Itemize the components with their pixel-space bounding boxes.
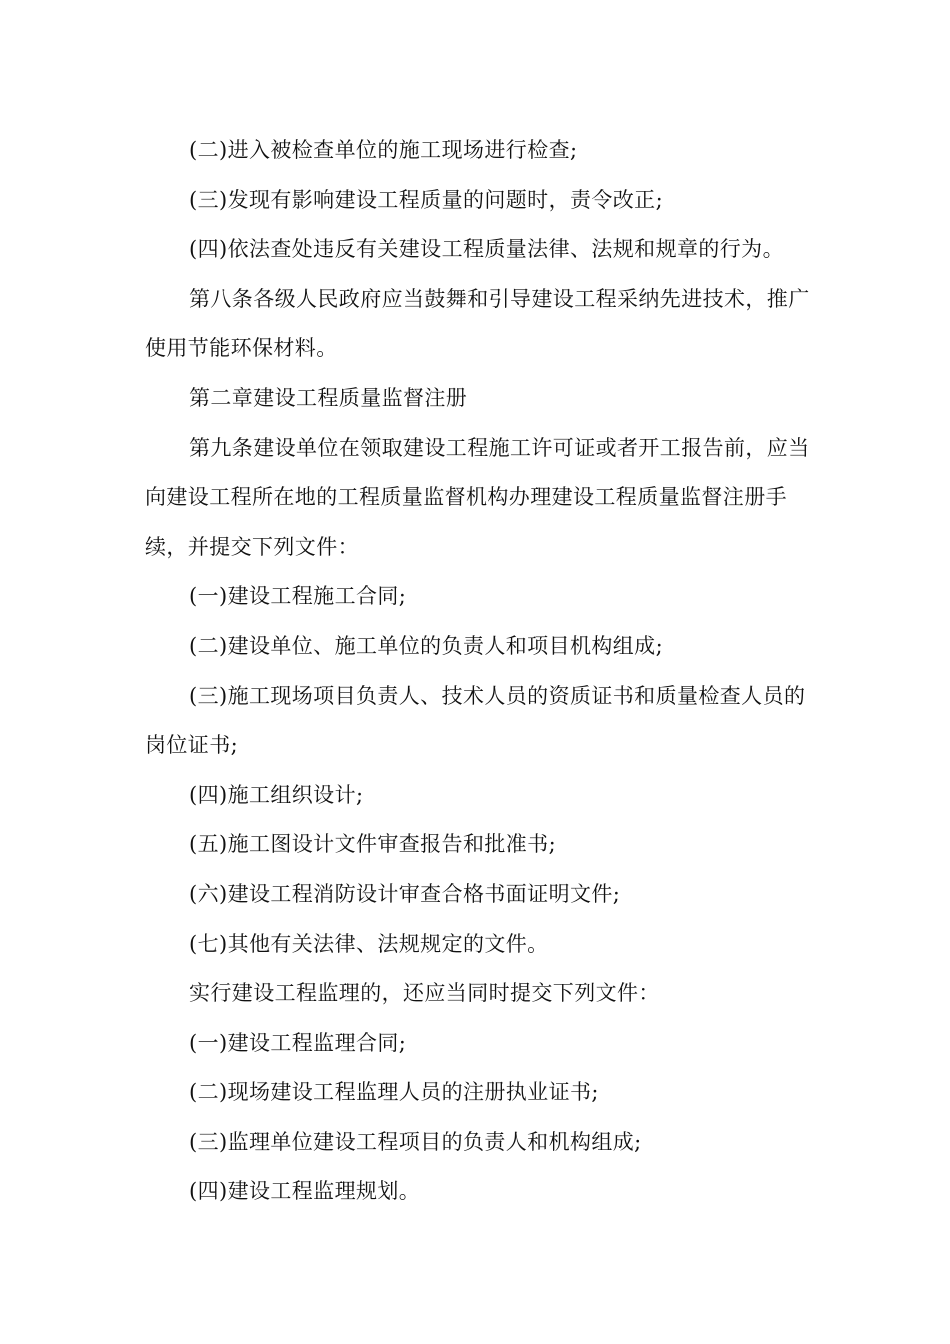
paragraph: (四)施工组织设计; xyxy=(189,782,364,807)
paragraph: (五)施工图设计文件审查报告和批准书; xyxy=(189,832,557,857)
document-body xyxy=(145,126,810,1217)
paragraph: (三)监理单位建设工程项目的负责人和机构组成; xyxy=(189,1129,642,1154)
paragraph: 实行建设工程监理的，还应当同时提交下列文件： xyxy=(189,981,660,1006)
paragraph: (二)现场建设工程监理人员的注册执业证书; xyxy=(189,1080,599,1105)
paragraph: (四)建设工程监理规划。 xyxy=(189,1179,421,1204)
paragraph: 第九条建设单位在领取建设工程施工许可证或者开工报告前，应当向建设工程所在地的工程质量监督机构办理建设工程质量监督注册手续，并提交下列文件： xyxy=(145,435,810,559)
chapter-heading: 第二章建设工程质量监督注册 xyxy=(189,385,468,410)
paragraph: (三)发现有影响建设工程质量的问题时，责令改正; xyxy=(189,187,664,212)
paragraph: (四)依法查处违反有关建设工程质量法律、法规和规章的行为。 xyxy=(189,237,784,262)
paragraph: (一)建设工程监理合同; xyxy=(189,1030,407,1055)
paragraph: (七)其他有关法律、法规规定的文件。 xyxy=(189,931,549,956)
paragraph: (三)施工现场项目负责人、技术人员的资质证书和质量检查人员的岗位证书; xyxy=(145,683,806,758)
paragraph: 第八条各级人民政府应当鼓舞和引导建设工程采纳先进技术，推广使用节能环保材料。 xyxy=(145,286,810,361)
paragraph: (二)进入被检查单位的施工现场进行检查; xyxy=(189,138,578,162)
paragraph: (六)建设工程消防设计审查合格书面证明文件; xyxy=(189,881,621,906)
paragraph: (二)建设单位、施工单位的负责人和项目机构组成; xyxy=(189,633,664,658)
paragraph: (一)建设工程施工合同; xyxy=(189,584,407,609)
